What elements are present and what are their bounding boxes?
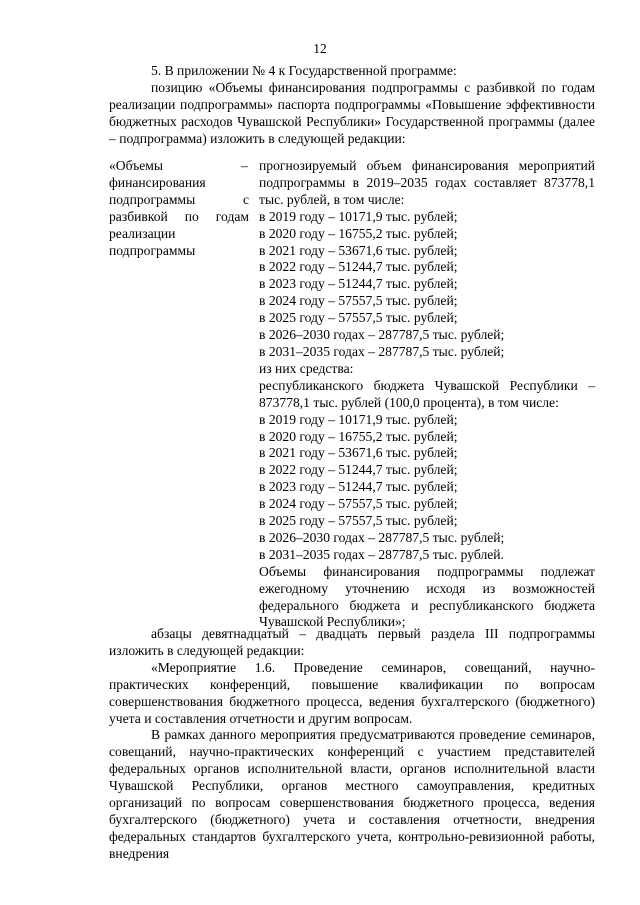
quoted-paragraph-2: В рамках данного мероприятия предусматриваются проведение семинаров, совещаний, научно-практических конференций с участием представителей федеральных органов исполнительной власти, органов исполнительной власти Чувашской Республики, органов местного самоуправления, кредитных организаций по вопросам совершенствования бюджетного процесса, ведения бухгалтерского (бюджетного) учета и составления отчетности, внедрения федеральных стандартов бухгалтерского учета, контрольно-ревизионной работы, внедрения: [109, 727, 595, 861]
republic-year-line: в 2023 году – 51244,7 тыс. рублей;: [259, 479, 458, 495]
quoted-paragraph-1: «Мероприятие 1.6. Проведение семинаров, совещаний, научно-практических конференций, повышение квалификации по вопросам совершенствования бюджетного процесса, ведения бухгалтерского (бюджетного) учета и составления отчетности и другим вопросам.: [109, 659, 595, 726]
intro-section: [109, 63, 595, 148]
amendment-section: [109, 626, 595, 863]
amendment-paragraph: абзацы девятнадцатый – двадцать первый раздела III подпрограммы изложить в следующей редакции:: [109, 626, 595, 658]
republic-year-line: в 2026–2030 годах – 287787,5 тыс. рублей;: [259, 529, 505, 545]
republic-year-line: в 2021 году – 53671,6 тыс. рублей;: [259, 445, 458, 461]
item-heading: 5. В приложении № 4 к Государственной программе:: [151, 63, 457, 78]
intro-paragraph: позицию «Объемы финансирования подпрограммы с разбивкой по годам реализации подпрограммы» паспорта подпрограммы «Повышение эффективности бюджетных расходов Чувашской Республики» Государственной программы (далее – подпрограмма) изложить в следующей редакции:: [109, 79, 595, 146]
year-line: в 2024 году – 57557,5 тыс. рублей;: [259, 293, 458, 309]
closing-note: Объемы финансирования подпрограммы подлежат ежегодному уточнению исходя из возможностей федерального бюджета и республиканского бюджета Чувашской Республики»;: [259, 563, 595, 630]
sources-line: из них средства:: [259, 360, 354, 376]
total-financing-line: прогнозируемый объем финансирования мероприятий подпрограммы в 2019–2035 годах составляет 873778,1 тыс. рублей, в том числе:: [259, 158, 595, 207]
year-line: в 2019 году – 10171,9 тыс. рублей;: [259, 208, 458, 224]
year-line: в 2025 году – 57557,5 тыс. рублей;: [259, 310, 458, 326]
republic-year-line: в 2025 году – 57557,5 тыс. рублей;: [259, 513, 458, 529]
year-line: в 2023 году – 51244,7 тыс. рублей;: [259, 276, 458, 292]
year-line: в 2026–2030 годах – 287787,5 тыс. рублей;: [259, 327, 505, 343]
republic-budget-line: республиканского бюджета Чувашской Республики – 873778,1 тыс. рублей (100,0 процента), в том числе:: [259, 377, 595, 410]
passport-row-label: «Объемы финансирования подпрограммы с разбивкой по годам реализации подпрограммы: [109, 158, 249, 258]
year-line: в 2020 году – 16755,2 тыс. рублей;: [259, 225, 458, 241]
republic-year-line: в 2031–2035 годах – 287787,5 тыс. рублей.: [259, 546, 504, 562]
republic-years-list: [259, 412, 595, 564]
republic-year-line: в 2022 году – 51244,7 тыс. рублей;: [259, 462, 458, 478]
years-list: [259, 209, 595, 361]
page-number: 12: [313, 41, 327, 56]
republic-year-line: в 2024 году – 57557,5 тыс. рублей;: [259, 496, 458, 512]
republic-year-line: в 2020 году – 16755,2 тыс. рублей;: [259, 428, 458, 444]
year-line: в 2022 году – 51244,7 тыс. рублей;: [259, 259, 458, 275]
label-dash: –: [241, 158, 248, 173]
year-line: в 2021 году – 53671,6 тыс. рублей;: [259, 242, 458, 258]
year-line: в 2031–2035 годах – 287787,5 тыс. рублей;: [259, 343, 505, 359]
republic-year-line: в 2019 году – 10171,9 тыс. рублей;: [259, 411, 458, 427]
passport-row-content: [259, 158, 595, 631]
